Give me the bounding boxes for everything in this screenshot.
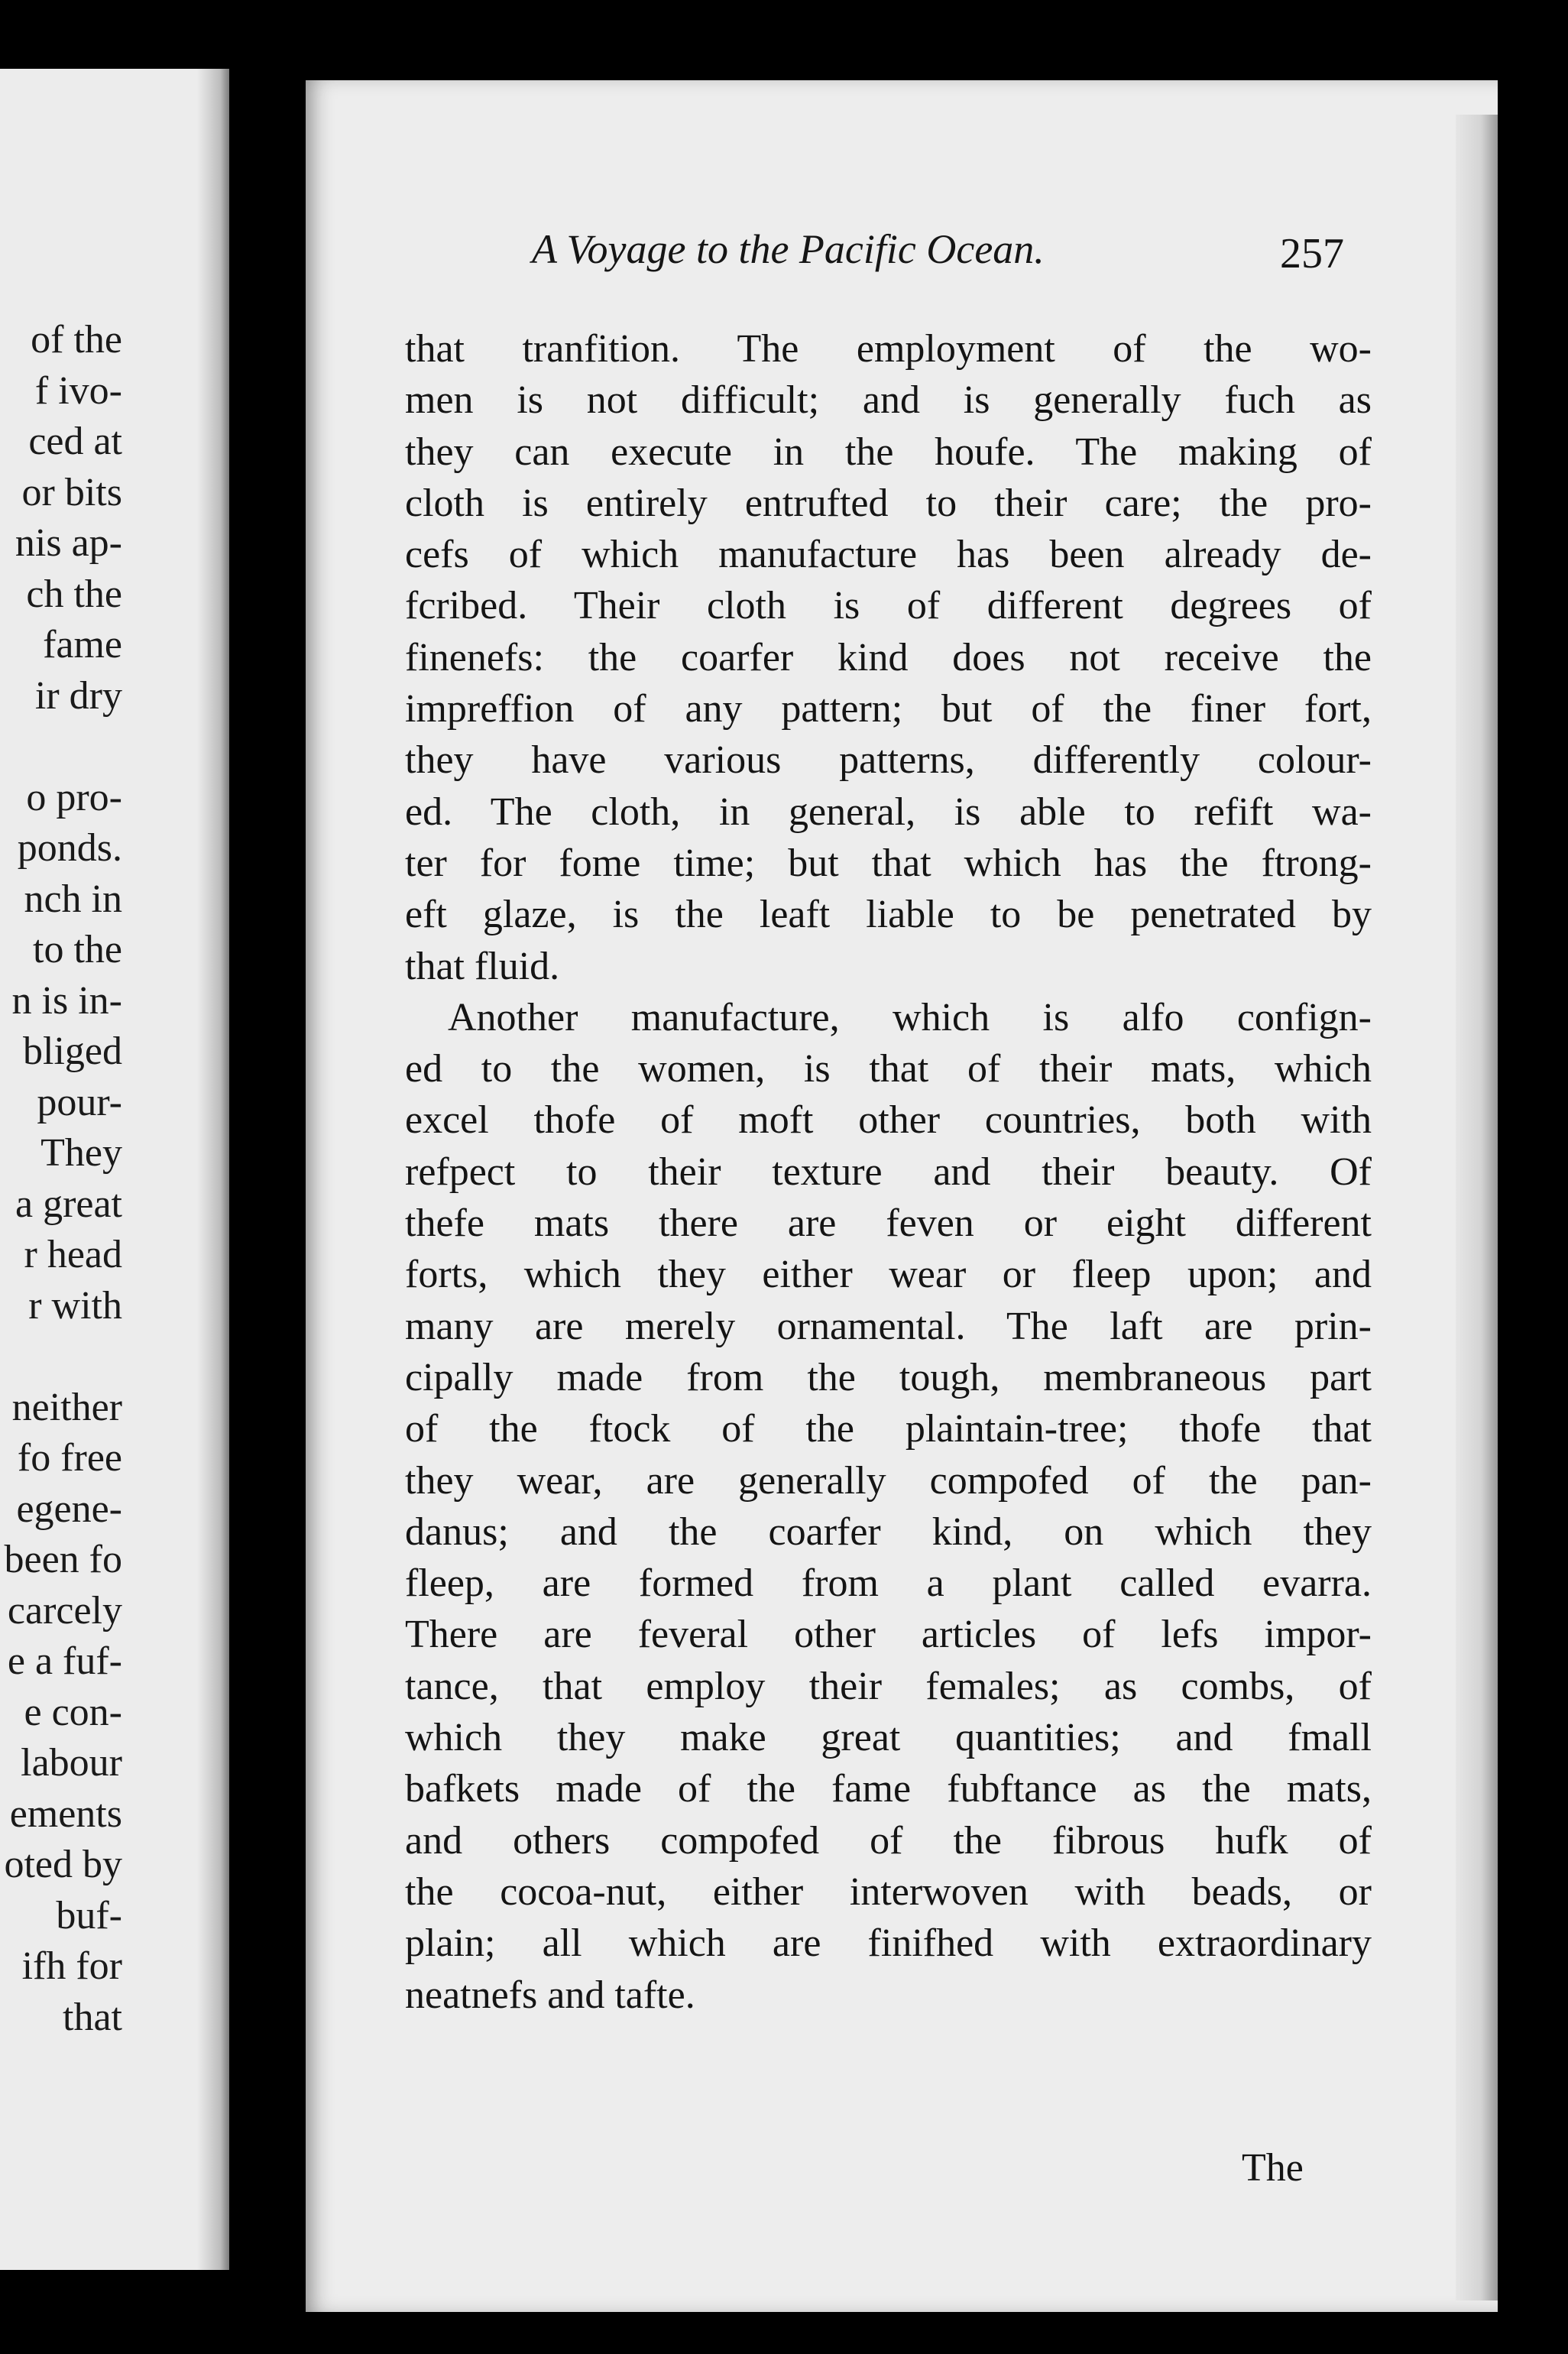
left-facing-page [0,69,229,2270]
text-line: danus; and the coarfer kind, on which they [405,1509,1372,1554]
catchword: The [1242,2146,1304,2190]
left-line: pour- [37,1080,122,1124]
left-line: n is in- [11,978,122,1023]
left-line: nis ap- [15,521,122,565]
text-line: finenefs: the coarfer kind does not receive the [405,635,1372,679]
right-page-edge [1456,115,1498,2300]
left-line: oted by [4,1843,122,1886]
left-line: ch the [26,572,122,616]
left-line: a great [15,1182,122,1226]
text-line: refpect to their texture and their beauty. Of [405,1149,1372,1194]
left-line: ir dry [34,673,122,718]
text-line: the cocoa-nut, either interwoven with beads, or [405,1869,1372,1914]
left-line: fame [43,623,122,666]
text-line: of the ftock of the plaintain-tree; thofe that [405,1407,1372,1451]
text-line: that tranfition. The employment of the wo- [405,327,1372,371]
left-line: to the [33,928,122,971]
text-line: they wear, are generally compofed of the pan- [405,1458,1372,1503]
text-line: cefs of which manufacture has been already de- [405,533,1372,577]
text-line: ed to the women, is that of their mats, which [405,1047,1372,1091]
binding-hole [243,692,274,722]
text-line: impreffion of any pattern; but of the finer fort, [405,687,1372,731]
left-line: nch in [24,877,122,921]
text-line: which they make great quantities; and fmall [405,1716,1372,1760]
left-line: e con- [24,1690,122,1734]
text-line: they have various patterns, differently colour- [405,738,1372,783]
text-line: tance, that employ their females; as combs, of [405,1664,1372,1708]
text-line: fcribed. Their cloth is of different degrees of [405,584,1372,628]
left-line: buf- [56,1893,122,1937]
text-line: bafkets made of the fame fubftance as the mats, [405,1767,1372,1811]
left-line: fo free [17,1436,122,1480]
left-line: r with [28,1283,122,1328]
left-line [4,721,122,773]
binding-hole [229,157,313,167]
left-line: e a fuf- [7,1639,122,1683]
text-line: ed. The cloth, in general, is able to refift wa- [405,790,1372,834]
text-line: forts, which they either wear or fleep upon; and [405,1253,1372,1297]
text-line: plain; all which are finifhed with extraordinary [405,1921,1372,1966]
left-line: of the [31,318,122,362]
left-line: r head [24,1233,122,1276]
left-line: neither [11,1385,122,1429]
right-page [306,80,1498,2312]
page-body [405,323,1372,2021]
left-line: ponds. [17,826,122,870]
left-line: They [40,1131,122,1175]
left-line: ifh for [21,1944,122,1988]
text-line: they can execute in the houfe. The making of [405,430,1372,474]
left-page-text [4,315,122,2043]
left-line: carcely [7,1588,122,1633]
book-gutter [229,61,313,2278]
left-line: been fo [4,1538,122,1581]
text-line: cloth is entirely entrufted to their care; the pro- [405,481,1372,525]
left-line [4,1331,122,1383]
text-line: neatnefs and tafte. [405,1973,695,2017]
text-line: fleep, are formed from a plant called evarra. [405,1561,1372,1606]
left-line: egene- [16,1487,122,1531]
left-line: ements [9,1791,122,1836]
text-line: men is not difficult; and is generally fuch as [405,378,1372,423]
running-head: A Voyage to the Pacific Ocean. [532,226,1045,272]
text-line: eft glaze, is the leaft liable to be penetrated by [405,893,1372,937]
left-line: o pro- [26,775,122,819]
text-line: thefe mats there are feven or eight different [405,1201,1372,1246]
left-line: that [63,1995,122,2039]
text-line: ter for fome time; but that which has the ftrong- [405,841,1372,885]
left-line: labour [21,1741,122,1785]
left-line: ced at [28,420,122,463]
text-line: many are merely ornamental. The laft are prin- [405,1304,1372,1348]
text-line: There are feveral other articles of lefs impor- [405,1613,1372,1657]
left-line: bliged [23,1029,122,1073]
text-line: cipally made from the tough, membraneous part [405,1355,1372,1399]
left-line: f ivo- [34,368,122,413]
page-number: 257 [1280,230,1344,277]
text-line: that fluid. [405,944,560,988]
left-line: or bits [21,470,122,514]
text-line: Another manufacture, which is alfo confign- [448,995,1372,1039]
text-line: excel thofe of moft other countries, both with [405,1098,1372,1143]
text-line: and others compofed of the fibrous hufk of [405,1818,1372,1863]
